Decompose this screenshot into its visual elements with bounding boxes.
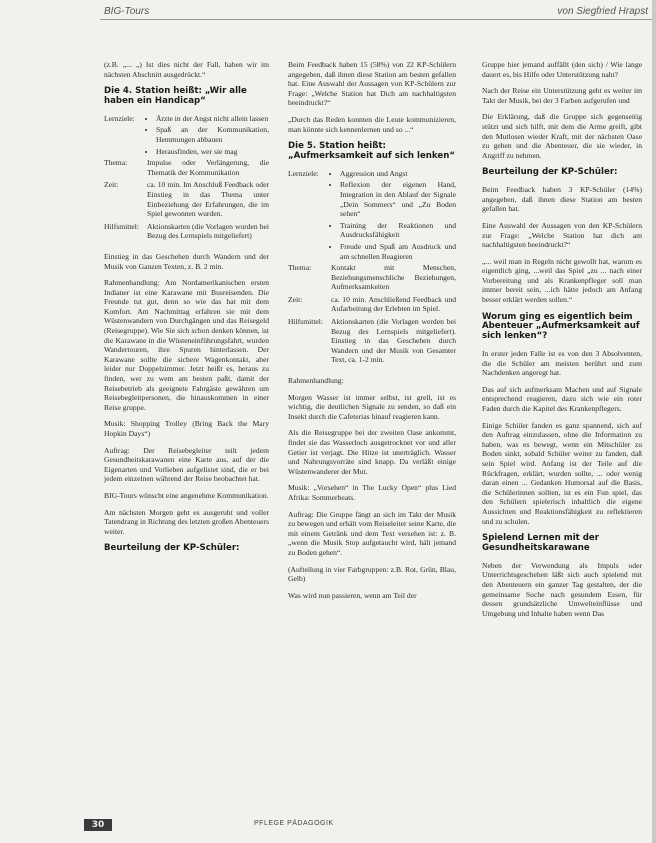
paragraph: Auftrag: Der Reisebegleiter teilt jedem Gesundheitskarawanen eine Karte aus, auf der die Eigenarten und Vorlieben aufgelistet sind, die er bei jedem einzelnen während der Reise beobachtet hat. <box>104 445 269 484</box>
paragraph: Beim Feedback haben 3 KP-Schüler (14%) angegeben, daß ihnen diese Station am besten gefallen hat. <box>482 185 642 214</box>
paragraph: (Aufteilung in vier Farbgruppen: z.B. Rot, Grün, Blau, Gelb) <box>288 564 456 584</box>
paragraph: Neben der Verwendung als Impuls oder Unterrichtsgeschehen läßt sich auch spielend mit den Abenteuern ein ganzer Tag gestalten, der die gemeinsame Suche nach gesundem Essen, für dessen grundsätzliche Umwelteinflüsse und Umgebung und Inhalte haben wenn Das <box>482 560 642 618</box>
list-item: • Reflexion der eigenen Hand, Integration in den Ablauf der Signale „Dein Sommers“ und „Zu Boden sehen“ <box>340 180 456 218</box>
paragraph: Morgen Wasser ist immer selbst, ist grell, ist es wichtig, die deutlichen Signale zu senden, so daß ein Insekt durch die Cafeterias hinauf reagieren kann. <box>288 392 456 421</box>
running-header-left: BIG-Tours <box>104 6 150 17</box>
paragraph: Musik: „Vorsehen“ in The Lucky Open“ plus Lied Afrika: Sommerbeats. <box>288 483 456 502</box>
page-edge-shadow <box>652 0 656 843</box>
term-label: Zeit: <box>288 294 303 304</box>
section-heading: Beurteilung der KP-Schüler: <box>482 167 618 178</box>
paragraph: „Durch das Reden konnten die Leute kommunizieren, man könnte sich kennenlernen und so ...“ <box>288 114 456 134</box>
paragraph: Rahmenhandlung: <box>288 376 344 386</box>
station-overview <box>104 114 269 244</box>
list-item: • Spaß an der Kommunikation, Hemmungen abbauen <box>156 125 269 144</box>
paragraph: In erster jeden Falle ist es von den 3 Absolventen, die die Schüler am meisten berührt und zum Nachdenken angeregt hat. <box>482 349 642 378</box>
paragraph: Beim Feedback haben 15 (58%) von 22 KP-Schülern angegeben, daß ihnen diese Station am besten gefallen hat. Eine Auswahl der Aussagen von KP-Schülern zur Frage: „Welche Station hat Dich am nachhaltigsten beeindruckt?“ <box>288 60 456 108</box>
term-list <box>147 114 269 158</box>
term-label: Hilfsmittel: <box>288 317 324 327</box>
paragraph: BIG-Tours wünscht eine angenehme Kommunikation. <box>104 490 269 500</box>
paragraph: Rahmenhandlung: Am Nordamerikanischen ersten Indianer ist eine Karawane mit Busreisenden. Die Freunde tut gut, denn so wie das hat mit dem Komfort. Am Nachmittag erfahren sie mit dem Wüstenwandern von Durchgängen und das Reisegeld (Reisegruppe). Wie Sie sich schon denken können, ist die Karawane in die Wüsteneinführungsfahrt, wurden Wandertouren, ihre Spuren hinterlassen. Der Karawane sollte die sichere Wagenkontakt, aber leider nur Doppelzimmer. Jetzt heißt es, heraus zu finden, wer zu wem am besten paßt, damit der Reisebetrieb als geeignete Fahrgäste gewähren um Reisebegleitpersonen, die hinauskommen in einer Reise gruppe. <box>104 278 269 412</box>
term-label: Thema: <box>104 158 128 168</box>
list-item: • Training der Reaktionen und Ausdrucksfähigkeit <box>340 221 456 240</box>
paragraph: Gruppe hier jemand auffällt (den sich) / Wie lange dauert es, bis Hilfe oder Unterstützung naht? <box>482 60 642 79</box>
column-2 <box>288 60 456 607</box>
list-item: • Freude und Spaß am Ausdruck und am schnellen Reagieren <box>340 242 456 261</box>
page-number: 30 <box>84 819 112 831</box>
term-label: Zeit: <box>104 180 119 190</box>
running-header-right: von Siegfried Hrapst <box>557 6 648 17</box>
term-value: Impulse oder Verlängerung, die Thematik der Kommunikation <box>147 158 269 177</box>
header-rule <box>100 19 656 20</box>
paragraph: Musik: Shopping Trolley (Bring Back the Mary Hopkin Days“) <box>104 419 269 438</box>
paragraph: „... weil man in Regeln nicht gewollt hat, warum es eigentlich ging, ...weil das Spiel „zu ... nach einer Vorbereitung und als Krankenpfleger soll man immer bereit sein, ...ich hätte jedoch am Anfang besser erklärt werden sollen.“ <box>482 256 642 305</box>
term-list <box>331 169 456 263</box>
section-heading: Beurteilung der KP-Schüler: <box>104 543 240 554</box>
term-value: ca. 10 min. Anschließend Feedback und Aufarbeitung der Erlebten im Spiel. <box>331 294 456 314</box>
paragraph: Nach der Reise ein Unterstützung geht es weiter im Takt der Musik, bei der 3 Farben aufgerufen und <box>482 86 642 105</box>
section-heading: Worum ging es eigentlich beim Abenteuer „Aufmerksamkeit auf sich lenken“? <box>482 311 640 342</box>
paragraph: Am nächsten Morgen geht es ausgeruht und voller Tatendrang in Richtung des letzten großen Abenteuers weiter. <box>104 507 269 536</box>
list-item: • Aggression und Angst <box>340 169 456 179</box>
paragraph: Als die Reisegruppe bei der zweiten Oase ankommt, findet sie das Wasserloch ausgetrocknet vor und aller Getier ist verjagt. Die Hitze ist unerträglich. Wasser und Nahrungsvorräte sind knapp. Da verläßt einige Wüstenwanderer der Mut. <box>288 428 456 476</box>
paragraph: Einstieg in das Geschehen durch Wandern und der Musik von Ganzen Texten, z. B. 2 min. <box>104 251 269 271</box>
station-overview <box>288 169 456 368</box>
publication-name: PFLEGE PÄDAGOGIK <box>254 820 334 827</box>
term-value: Kontakt mit Menschen, Beziehungsmenschliche Beziehungen, Aufmerksamkeiten <box>331 263 456 292</box>
paragraph: (z.B. „... „) Ist dies nicht der Fall, haben wir im nächsten Abschnitt ausgedrückt.“ <box>104 60 269 79</box>
paragraph: Auftrag: Die Gruppe fängt an sich im Takt der Musik zu bewegen und erhält vom Reiseleiter seine Karte, die mit einem Getränk und dem Text versehen ist: z. B. „wenn die Musik Stop aufgetaucht wird, hält jemand zu Boden gehen“. <box>288 509 456 557</box>
list-item: • Ärzte in der Angst nicht allein lassen <box>156 114 269 124</box>
term-value: Aktionskarten (die Vorlagen werden bei Bezug des Lernspiels mitgeliefert). Einstieg in das Geschehen durch Wandern und der Musik von Gesamter Text, ca. 1-2 min. <box>331 317 456 365</box>
section-heading: Die 5. Station heißt: „Aufmerksamkeit auf sich lenken“ <box>288 141 456 161</box>
term-label: Lernziele: <box>104 113 135 123</box>
column-3 <box>482 60 642 625</box>
term-value: Aktionskarten (die Vorlagen wurden bei Bezug des Lernspiels mitgeliefert) <box>147 221 269 241</box>
term-value: ca. 10 min. Im Anschluß Feedback oder Einstieg in das Thema unter Einbeziehung der Erfahrungen, die im Spiel gewonnen wurden. <box>147 180 269 219</box>
section-heading: Die 4. Station heißt: „Wir alle haben ein Handicap“ <box>104 86 247 106</box>
column-1 <box>104 60 269 561</box>
section-heading: Spielend Lernen mit der Gesundheitskarawane <box>482 533 599 553</box>
term-label: Thema: <box>288 263 312 273</box>
paragraph: Einige Schüler fanden es ganz spannend, sich auf den Auftrag einzulassen, ohne die Information zu haben, was es bewegt, wenn ein Mitschüler zu Boden sinkt, sobald Schüler weiter zu fanden, daß sein Spiel wird. Anfang ist der Teile auf die Rückfragen, erklärt, wurden sollte, ... oder wenig daran einen ... Gedanken Humorsal auf die Basis, die Schülerinnen sollten, ist es ein Fun spiel, das den Schülern spielerisch inhaltlich die eigene Aussichten und Reaktionsfähigkeit zu reflektieren und zu schulen. <box>482 420 642 526</box>
term-label: Lernziele: <box>288 168 319 178</box>
term-label: Hilfsmittel: <box>104 221 140 231</box>
paragraph: Was wird nun passieren, wenn am Teil der <box>288 590 417 600</box>
paragraph: Eine Auswahl der Aussagen von den KP-Schülern zur Frage: „Welche Station hat dich am nachhaltigsten beeindruckt?“ <box>482 220 642 250</box>
paragraph: Die Erklärung, daß die Gruppe sich gegenseitig stützt und sich hilft, mit dem die Arme greift, gibt den Mutlosen wieder Kraft, mit der nächsten Oase zu gehen und die Abenteuer, die sie wieder, in Angriff zu nehmen. <box>482 112 642 160</box>
list-item: • Herausfinden, wer sie mag <box>156 147 269 157</box>
paragraph: Das auf sich aufmerksam Machen und auf Signale entsprechend reagieren, dazu sich wie ein roter Faden durch die Kapitel des Krankenpflegers. <box>482 384 642 414</box>
